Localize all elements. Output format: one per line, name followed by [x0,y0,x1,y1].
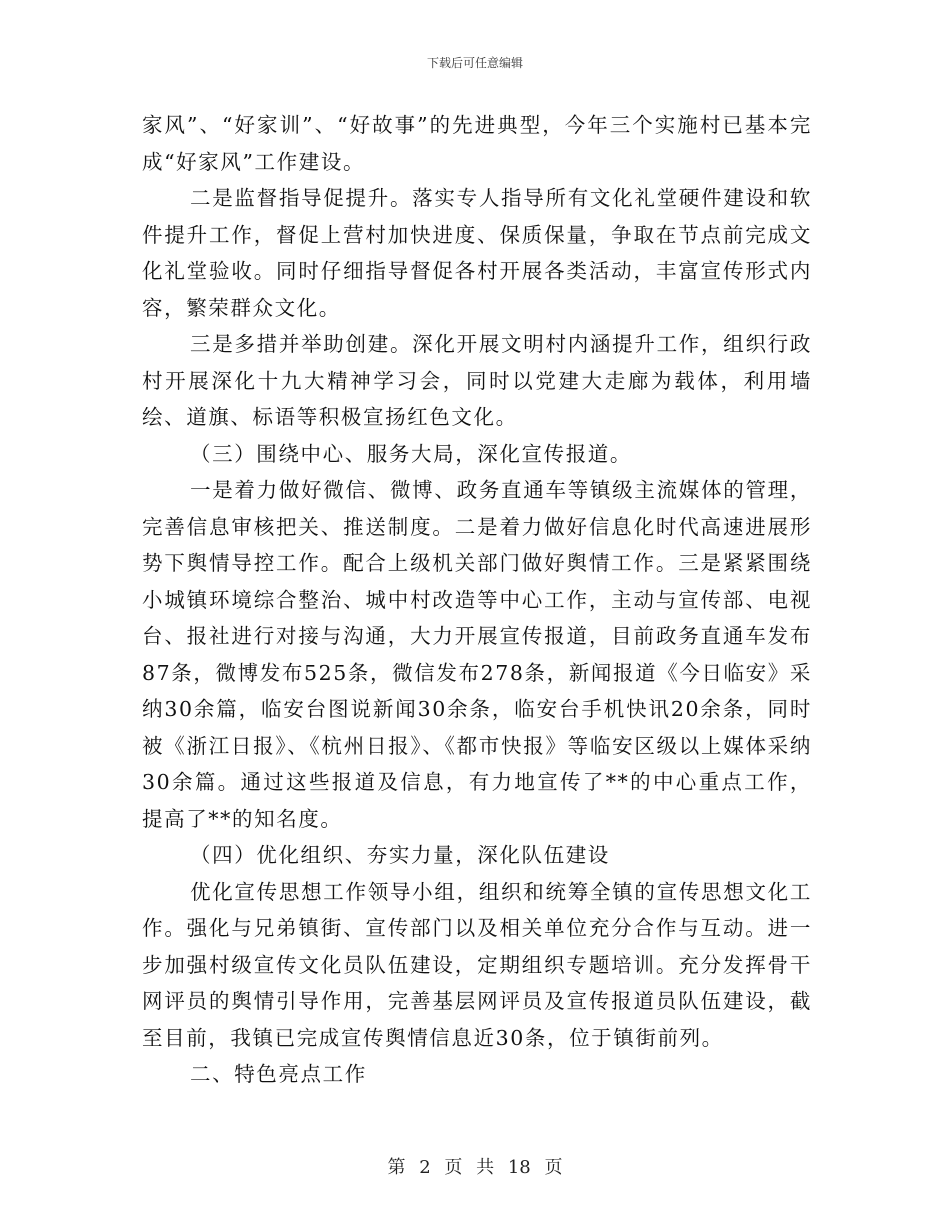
section-heading-3: （三）围绕中心、服务大局，深化宣传报道。 [190,441,632,466]
document-body [142,107,812,1093]
paragraph-supervision: 二是监督指导促提升。落实专人指导所有文化礼堂硬件建设和软件提升工作，督促上营村加快进度、保质保量，争取在节点前完成文化礼堂验收。同时仔细指导督促各村开展各类活动，丰富宣传形式内容，繁荣群众文化。 [142,186,812,320]
paragraph-media: 一是着力做好微信、微博、政务直通车等镇级主流媒体的管理，完善信息审核把关、推送制度。二是着力做好信息化时代高速进展形势下舆情导控工作。配合上级机关部门做好舆情工作。三是紧紧围绕小城镇环境综合整治、城中村改造等中心工作，主动与宣传部、电视台、报社进行对接与沟通，大力开展宣传报道，目前政务直通车发布87条，微博发布525条，微信发布278条，新闻报道《今日临安》采纳30余篇，临安台图说新闻30余条，临安台手机快讯20余条，同时被《浙江日报》、《杭州日报》、《都市快报》等临安区级以上媒体采纳30余篇。通过这些报道及信息，有力地宣传了**的中心重点工作，提高了**的知名度。 [142,478,812,831]
section-heading-4: （四）优化组织、夯实力量，深化队伍建设 [190,843,610,867]
page-number: 第 2 页 共 18 页 [387,1157,563,1178]
paragraph-team: 优化宣传思想工作领导小组，组织和统筹全镇的宣传思想文化工作。强化与兄弟镇街、宣传部门以及相关单位充分合作与互动。进一步加强村级宣传文化员队伍建设，定期组织专题培训。充分发挥骨干网评员的舆情引导作用，完善基层网评员及宣传报道员队伍建设，截至目前，我镇已完成宣传舆情信息近30条，位于镇街前列。 [142,879,812,1050]
section-heading-highlights: 二、特色亮点工作 [190,1062,367,1086]
paragraph-continuation: 家风”、“好家训”、“好故事”的先进典型，今年三个实施村已基本完成“好家风”工作建设。 [142,113,812,174]
header-note: 下载后可任意编辑 [426,56,523,70]
paragraph-measures: 三是多措并举助创建。深化开展文明村内涵提升工作，组织行政村开展深化十九大精神学习会，同时以党建大走廊为载体，利用墙绘、道旗、标语等积极宣扬红色文化。 [142,332,812,429]
